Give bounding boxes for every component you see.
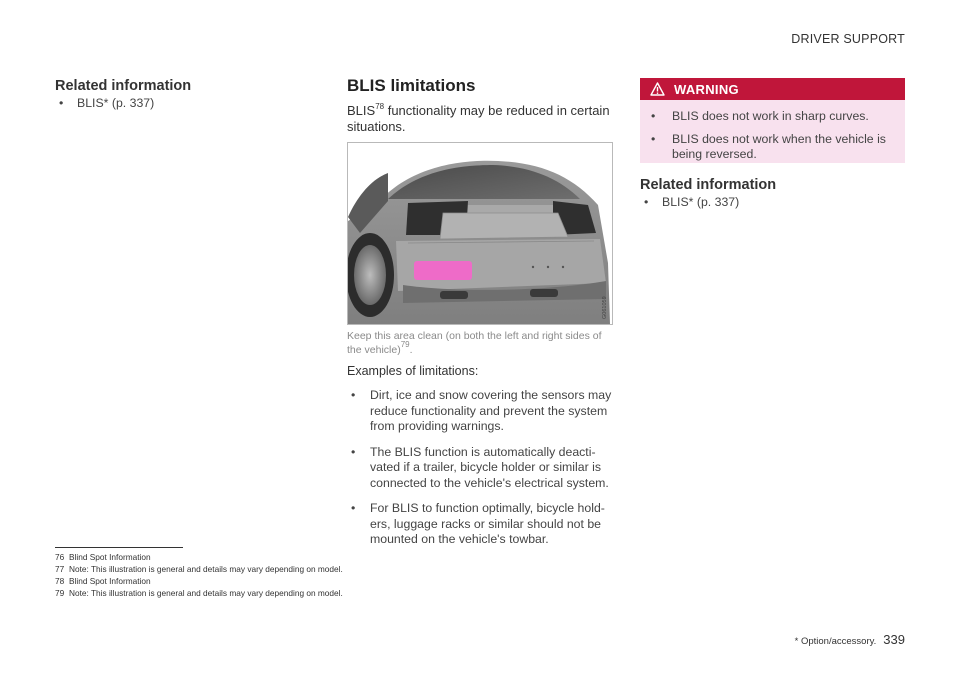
related-info-heading: Related information [640,177,777,193]
list-item: • BLIS does not work in sharp curves. [651,109,869,123]
warning-label: WARNING [674,81,739,97]
list-item: • For BLIS to function optimally, bicycle hold- ers, luggage racks or similar should not be mounted on the vehicle's towbar. [351,501,605,546]
page-number: 339 [883,632,905,647]
left-related-info [55,78,295,111]
intro-text: BLIS$^{78}$ functionality may be reduced in certain situations. [347,101,610,134]
limitations-list [347,388,617,558]
sensor-area-highlight [414,261,472,280]
blis-limitations-section [347,76,617,135]
figure-caption: Keep this area clean (on both the left and right sides of the vehicle)$^{79}$. [347,330,602,356]
footnotes [55,551,343,599]
footnote: 79 Note: This illustration is general and details may vary depending on model. [55,588,343,598]
footnote-divider [55,547,183,548]
page-title: BLIS limitations [347,76,476,95]
section-header: DRIVER SUPPORT [791,32,905,46]
warning-list [640,100,905,162]
figure-code: G061059 [602,296,608,319]
list-item: • The BLIS function is automatically deacti- vated if a trailer, bicycle holder or similar is connected to the vehicle's electrical system. [351,444,609,490]
warning-triangle-icon [650,82,665,96]
list-item: • Dirt, ice and snow covering the sensors may reduce functionality and prevent the system from providing warnings. [351,388,612,433]
footnote: 78 Blind Spot Information [55,576,151,586]
car-rear-drawing [348,143,612,324]
right-related-info [640,177,905,210]
related-info-link[interactable]: • BLIS* (p. 337) [59,96,155,110]
car-rear-illustration [347,142,613,325]
footnote: 76 Blind Spot Information [55,552,151,562]
option-note: * Option/accessory. [794,636,877,647]
page-footer [795,632,905,647]
related-info-link[interactable]: • BLIS* (p. 337) [644,195,740,209]
related-info-link-text: BLIS* (p. 337) [662,195,740,209]
related-info-link-text: BLIS* (p. 337) [77,96,155,110]
examples-label: Examples of limitations: [347,364,479,378]
warning-box [640,78,905,163]
related-info-heading: Related information [55,78,192,94]
warning-header [640,78,905,100]
footnote-ref: 78 [375,101,385,111]
list-item: • BLIS does not work when the vehicle is being reversed. [651,132,886,161]
footnote: 77 Note: This illustration is general and details may vary depending on model. [55,564,343,574]
